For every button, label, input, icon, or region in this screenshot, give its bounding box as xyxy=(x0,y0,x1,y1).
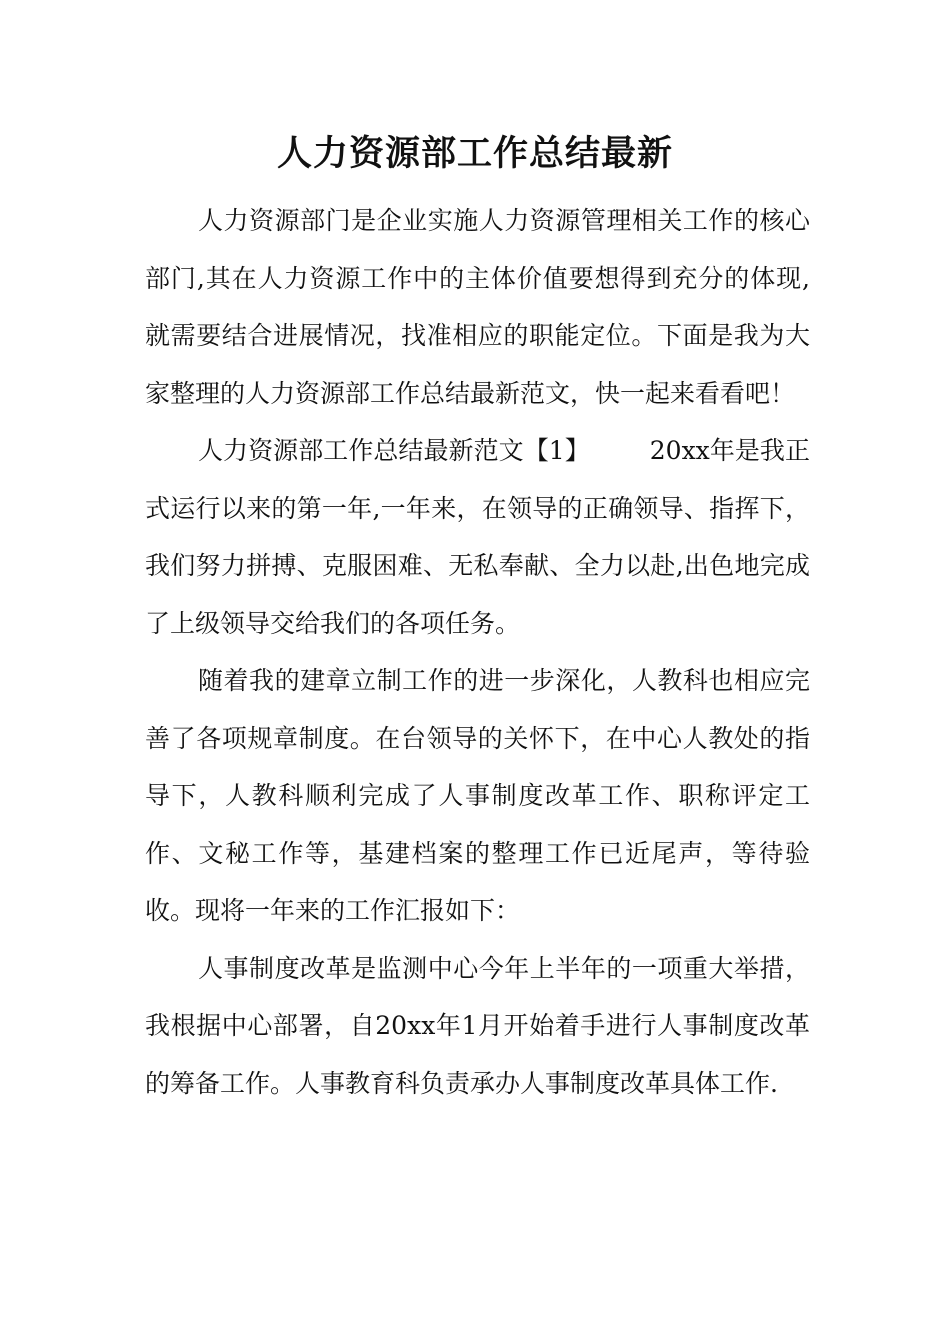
paragraph-personnel-reform xyxy=(145,940,810,1113)
document-title: 人力资源部工作总结最新 xyxy=(276,133,673,174)
paragraph-sample-1 xyxy=(145,422,810,652)
paragraph-regulations xyxy=(145,652,810,940)
document-body xyxy=(145,192,810,1112)
paragraph-text: 20xx年是我正式运行以来的第一年,一年来，在领导的正确领导、指挥下，我们努力拼搏、克服困难、无私奉献、全力以赴,出色地完成了上级领导交给我们的各项任务。 xyxy=(145,436,810,638)
paragraph-intro xyxy=(145,192,810,422)
paragraph-text: 人事制度改革是监测中心今年上半年的一项重大举措，我根据中心部署，自20xx年1月开始着手进行人事制度改革的筹备工作。人事教育科负责承办人事制度改革具体工作. xyxy=(145,953,810,1098)
paragraph-text: 人力资源部门是企业实施人力资源管理相关工作的核心部门,其在人力资源工作中的主体价值要想得到充分的体现,就需要结合进展情况，找准相应的职能定位。下面是我为大家整理的人力资源部工作总结最新范文，快一起来看看吧！ xyxy=(145,206,810,408)
section-heading: 人力资源部工作总结最新范文【1】 xyxy=(198,436,590,465)
paragraph-text: 随着我的建章立制工作的进一步深化，人教科也相应完善了各项规章制度。在台领导的关怀下，在中心人教处的指导下，人教科顺利完成了人事制度改革工作、职称评定工作、文秘工作等，基建档案的整理工作已近尾声，等待验收。现将一年来的工作汇报如下： xyxy=(145,666,810,925)
